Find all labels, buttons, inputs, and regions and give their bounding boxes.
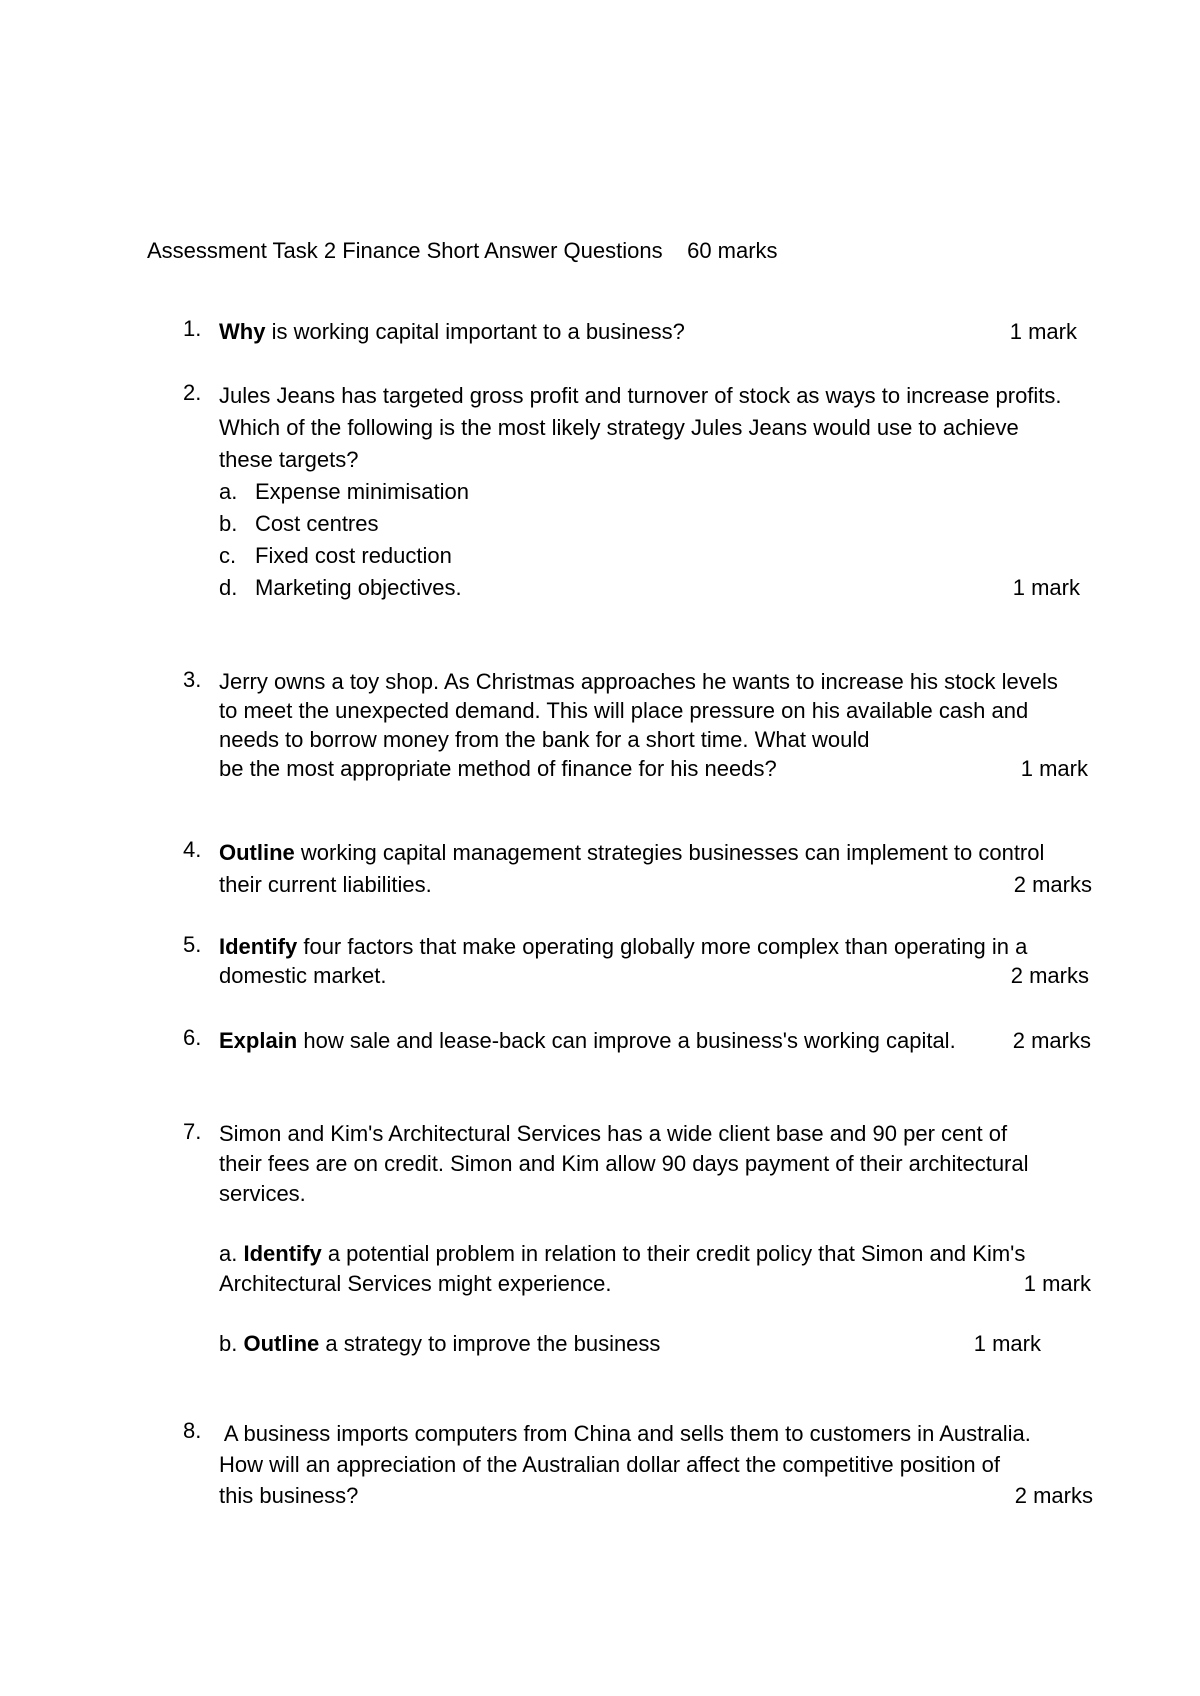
question-number: 5. [183,932,202,957]
question-text-line: needs to borrow money from the bank for a short time. What would [219,727,870,752]
question-1: 1. Why is working capital important to a business? 1 mark [183,316,1083,348]
total-marks: 60 marks [687,238,778,263]
title-text: Assessment Task 2 Finance Short Answer Questions [147,238,663,263]
question-number: 8. [183,1418,202,1443]
question-8 [183,1418,1093,1511]
marks-label: 1 mark [1020,756,1088,781]
marks-label: 2 marks [1010,963,1089,988]
option-a: a. Expense minimisation [219,479,469,504]
question-text-line: services. [219,1181,306,1206]
question-number: 3. [183,667,202,692]
marks-label: 1 mark [1009,319,1077,344]
directive-word: Explain [219,1028,298,1053]
question-5: 5. Identify four factors that make operating globally more complex than operating in a domestic market. 2 marks [183,932,1089,988]
question-number: 2. [183,380,202,405]
question-2 [183,380,1083,604]
question-number: 6. [183,1025,202,1050]
question-text-line: their fees are on credit. Simon and Kim allow 90 days payment of their architectural [219,1151,1029,1176]
question-text-line: Simon and Kim's Architectural Services has a wide client base and 90 per cent of [219,1121,1008,1146]
question-text-line: How will an appreciation of the Australian dollar affect the competitive position of [219,1452,1001,1477]
page-title [147,238,778,264]
question-text-line: this business? [219,1483,359,1508]
directive-word: Identify [243,1241,322,1266]
question-number: 7. [183,1119,202,1144]
directive-word: Identify [219,934,298,959]
directive-word: Why [219,319,266,344]
question-text-line: to meet the unexpected demand. This will place pressure on his available cash and [219,698,1029,723]
question-4: 4. Outline working capital management strategies businesses can implement to control their current liabilities. 2 marks [183,837,1083,901]
question-number: 4. [183,837,202,862]
option-d: d. Marketing objectives. 1 mark [219,572,1069,604]
question-6: 6. Explain how sale and lease-back can improve a business's working capital. 2 marks [183,1025,1083,1057]
marks-label: 2 marks [1012,1028,1091,1053]
sub-question-b: b. Outline a strategy to improve the business 1 mark [219,1329,1069,1359]
marks-label: 1 mark [1012,575,1080,600]
directive-word: Outline [219,840,295,865]
sub-question-a: a. Identify a potential problem in relation to their credit policy that Simon and Kim's Architectural Services might experience. 1 mark [219,1239,1069,1299]
option-c: c. Fixed cost reduction [219,543,452,568]
marks-label: 1 mark [973,1331,1041,1356]
question-7 [183,1119,1091,1359]
marks-label: 1 mark [1023,1271,1091,1296]
question-text-line: Which of the following is the most likely strategy Jules Jeans would use to achieve [219,415,1019,440]
question-text-line: A business imports computers from China and sells them to customers in Australia. [219,1421,1031,1446]
question-text-line: Jules Jeans has targeted gross profit and turnover of stock as ways to increase profits. [219,383,1062,408]
marks-label: 2 marks [1013,872,1092,897]
question-3 [183,667,1088,783]
option-b: b. Cost centres [219,511,379,536]
directive-word: Outline [243,1331,320,1356]
question-text-line: these targets? [219,447,359,472]
question-text-line: be the most appropriate method of finance for his needs? [219,756,777,781]
question-number: 1. [183,316,202,341]
question-text-line: Jerry owns a toy shop. As Christmas approaches he wants to increase his stock levels [219,669,1058,694]
marks-label: 2 marks [1014,1483,1093,1508]
